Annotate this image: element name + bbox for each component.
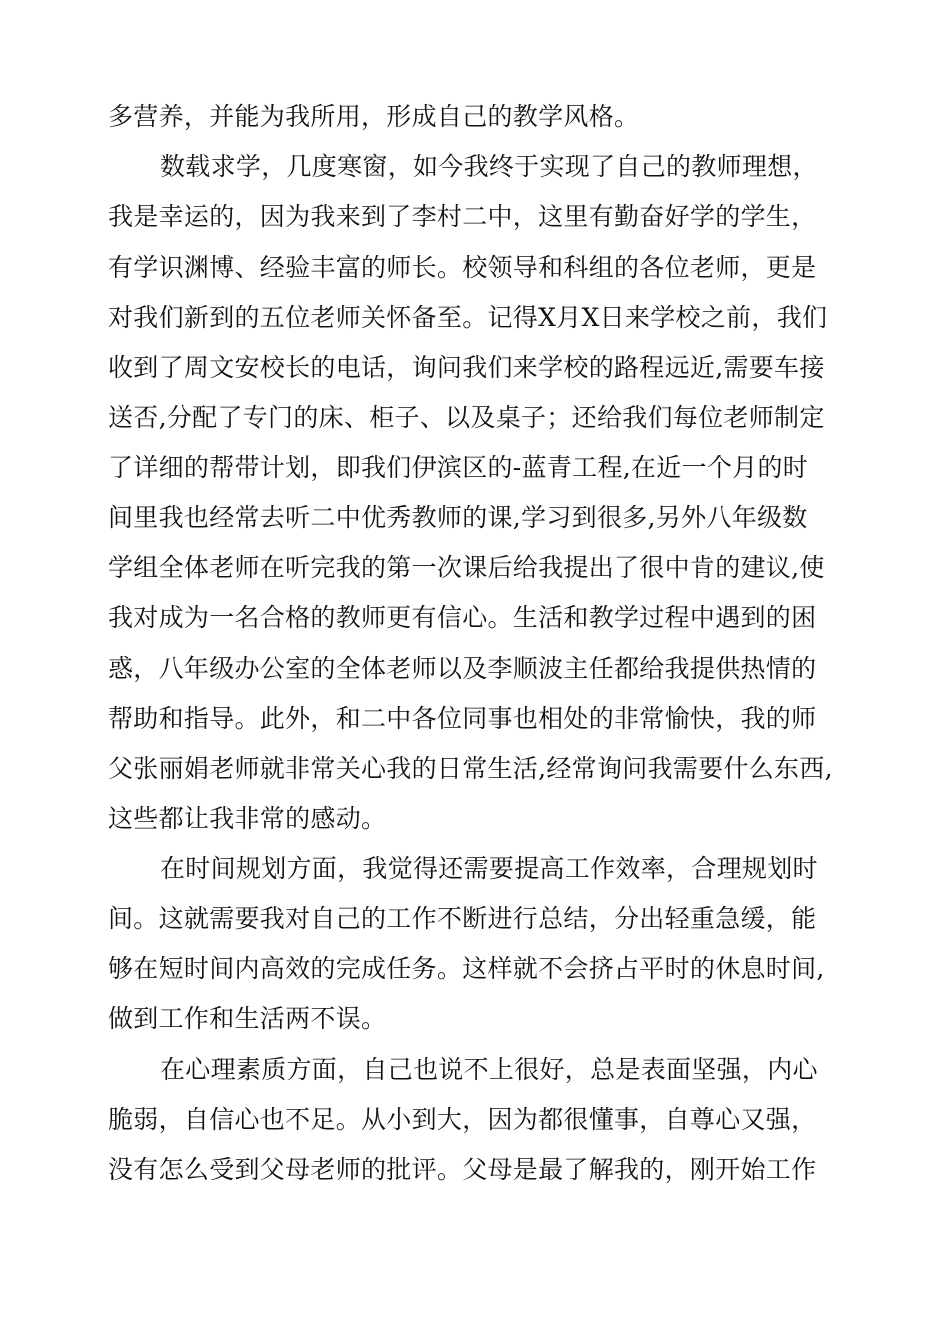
paragraph-first-line: 数载求学，几度寒窗，如今我终于实现了自己的教师理想， bbox=[160, 152, 818, 181]
text-line: 学组全体老师在听完我的第一次课后给我提出了很中肯的建议,使 bbox=[108, 553, 825, 582]
text-line: 没有怎么受到父母老师的批评。父母是最了解我的，刚开始工作 bbox=[108, 1155, 817, 1184]
text-line: 对我们新到的五位老师关怀备至。记得X月X日来学校之前，我们 bbox=[108, 303, 828, 332]
paragraph-first-line: 在心理素质方面，自己也说不上很好，总是表面坚强，内心 bbox=[160, 1055, 818, 1084]
text-line: 收到了周文安校长的电话，询问我们来学校的路程远近,需要车接 bbox=[108, 353, 825, 382]
text-line: 了详细的帮带计划，即我们伊滨区的-蓝青工程,在近一个月的时 bbox=[108, 453, 809, 482]
text-line: 惑，八年级办公室的全体老师以及李顺波主任都给我提供热情的 bbox=[108, 654, 817, 683]
text-line: 我对成为一名合格的教师更有信心。生活和教学过程中遇到的困 bbox=[108, 603, 817, 632]
text-line: 有学识渊博、经验丰富的师长。校领导和科组的各位老师，更是 bbox=[108, 253, 817, 282]
text-line: 这些都让我非常的感动。 bbox=[108, 804, 387, 833]
text-line: 间。这就需要我对自己的工作不断进行总结，分出轻重急缓，能 bbox=[108, 904, 817, 933]
text-line: 脆弱，自信心也不足。从小到大，因为都很懂事，自尊心又强， bbox=[108, 1105, 817, 1134]
text-line: 我是幸运的，因为我来到了李村二中，这里有勤奋好学的学生， bbox=[108, 202, 817, 231]
text-line: 间里我也经常去听二中优秀教师的课,学习到很多,另外八年级数 bbox=[108, 503, 808, 532]
paragraph-first-line: 在时间规划方面，我觉得还需要提高工作效率，合理规划时 bbox=[160, 854, 818, 883]
text-line: 多营养，并能为我所用，形成自己的教学风格。 bbox=[108, 102, 640, 131]
text-line: 父张丽娟老师就非常关心我的日常生活,经常询问我需要什么东西, bbox=[108, 754, 833, 783]
text-line: 送否,分配了专门的床、柜子、以及桌子；还给我们每位老师制定 bbox=[108, 403, 825, 432]
text-line: 帮助和指导。此外，和二中各位同事也相处的非常愉快，我的师 bbox=[108, 704, 817, 733]
text-line: 够在短时间内高效的完成任务。这样就不会挤占平时的休息时间, bbox=[108, 954, 825, 983]
text-line: 做到工作和生活两不误。 bbox=[108, 1004, 387, 1033]
